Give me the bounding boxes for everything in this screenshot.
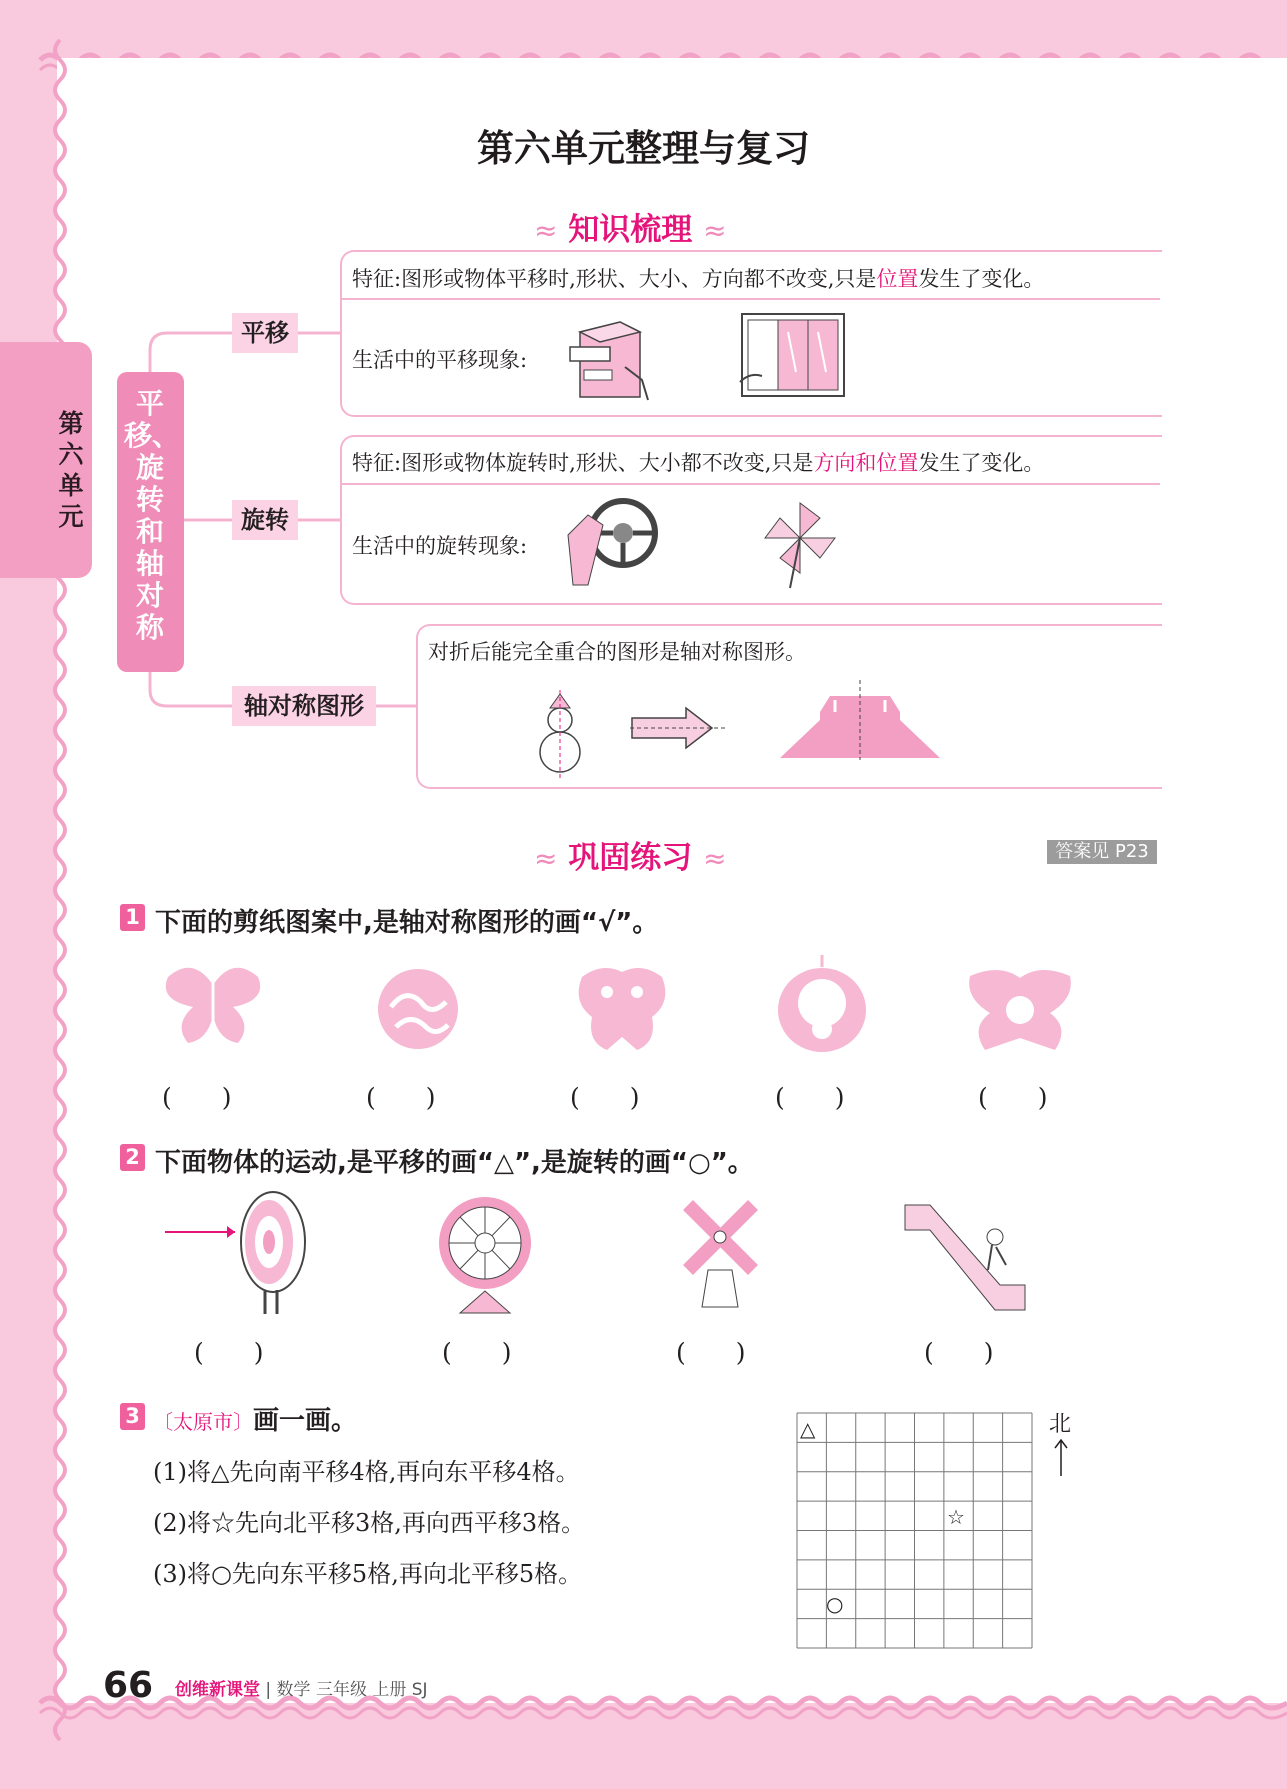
lucky-cat-papercut-icon: [775, 955, 870, 1055]
prize-wheel-icon: [420, 1195, 550, 1315]
q1-answer-blank-2[interactable]: ( ): [366, 1083, 436, 1112]
fish-papercut-icon: [572, 962, 672, 1054]
q1-answer-blank-5[interactable]: ( ): [978, 1083, 1048, 1112]
section-knowledge-title: 知识梳理: [568, 212, 693, 248]
q2-answer-blank-4[interactable]: ( ): [924, 1338, 994, 1367]
circle-papercut-icon: [376, 967, 461, 1052]
footer-brand: 创维新课堂: [175, 1680, 260, 1700]
left-wave-border: [38, 40, 74, 1730]
rotation-divider: [341, 483, 1160, 485]
section-practice-header: [534, 832, 727, 877]
sliding-window-icon: [740, 312, 846, 398]
q2-answer-blank-2[interactable]: ( ): [442, 1338, 512, 1367]
mindmap-root-label: 平移、旋转和轴对称: [124, 387, 181, 644]
q1-answer-blank-1[interactable]: ( ): [162, 1083, 232, 1112]
flower-papercut-icon: [965, 968, 1075, 1054]
arrow-icon: [630, 706, 730, 750]
question-3-number: 3: [120, 1403, 145, 1430]
question-1-text: 下面的剪纸图案中,是轴对称图形的画“√”。: [155, 908, 659, 938]
rotation-life-label: 生活中的旋转现象:: [352, 534, 528, 558]
section-practice-title: 巩固练习: [568, 840, 693, 876]
steering-wheel-icon: [568, 495, 668, 587]
wave-decoration-icon: ≈: [534, 842, 558, 875]
translation-life-label: 生活中的平移现象:: [352, 348, 528, 372]
question-3-item-3: (3)将○先向东平移5格,再向北平移5格。: [153, 1560, 583, 1588]
question-3-source-tag: 〔太原市〕: [153, 1410, 253, 1434]
unit-side-tab-label: 第六单元: [58, 409, 84, 531]
translation-divider: [341, 298, 1160, 300]
grid-triangle-symbol: △: [800, 1417, 816, 1441]
question-3-header: [153, 1400, 357, 1437]
wave-decoration-icon: ≈: [534, 214, 558, 247]
wave-decoration-icon: ≈: [703, 842, 727, 875]
grid-star-symbol: ☆: [947, 1505, 965, 1529]
wave-decoration-icon: ≈: [703, 214, 727, 247]
q1-answer-blank-4[interactable]: ( ): [775, 1083, 845, 1112]
pinwheel-icon: [755, 498, 845, 590]
butterfly-papercut-icon: [163, 965, 263, 1047]
escalator-icon: [900, 1195, 1030, 1315]
section-knowledge-header: [534, 204, 727, 249]
bridge-icon: [780, 680, 940, 760]
grid-circle-symbol: ○: [826, 1592, 844, 1616]
q2-answer-blank-3[interactable]: ( ): [676, 1338, 746, 1367]
page-title: 第六单元整理与复习: [477, 127, 810, 170]
q2-answer-blank-1[interactable]: ( ): [194, 1338, 264, 1367]
drawing-grid[interactable]: [797, 1413, 1032, 1648]
question-3-item-2: (2)将☆先向北平移3格,再向西平移3格。: [153, 1509, 586, 1537]
arrow-target-icon: [165, 1192, 315, 1317]
question-3-item-1: (1)将△先向南平移4格,再向东平移4格。: [153, 1458, 580, 1486]
translation-feature: 特征:图形或物体平移时,形状、大小、方向都不改变,只是位置发生了变化。: [352, 267, 1045, 291]
question-2-text: 下面物体的运动,是平移的画“△”,是旋转的画“○”。: [155, 1148, 754, 1178]
footer-book-info: | 数学 三年级 上册 SJ: [265, 1680, 428, 1700]
question-2-number: 2: [120, 1144, 145, 1171]
answer-reference[interactable]: 答案见 P23: [1047, 840, 1157, 864]
node-rotation: 旋转: [232, 500, 298, 540]
node-translation: 平移: [232, 313, 298, 353]
symmetry-definition: 对折后能完全重合的图形是轴对称图形。: [428, 640, 806, 664]
north-arrow-icon: [1053, 1438, 1069, 1476]
footer-info: [175, 1675, 428, 1700]
windmill-icon: [678, 1195, 763, 1310]
drawer-cabinet-icon: [570, 312, 650, 402]
q1-answer-blank-3[interactable]: ( ): [570, 1083, 640, 1112]
page-number: 66: [103, 1665, 154, 1706]
node-axial-symmetry: 轴对称图形: [232, 686, 376, 726]
north-label: 北: [1049, 1412, 1072, 1437]
rotation-feature: 特征:图形或物体旋转时,形状、大小都不改变,只是方向和位置发生了变化。: [352, 451, 1045, 475]
snowman-icon: [530, 690, 590, 780]
question-1-number: 1: [120, 904, 145, 931]
question-3-text: 画一画。: [253, 1406, 358, 1436]
